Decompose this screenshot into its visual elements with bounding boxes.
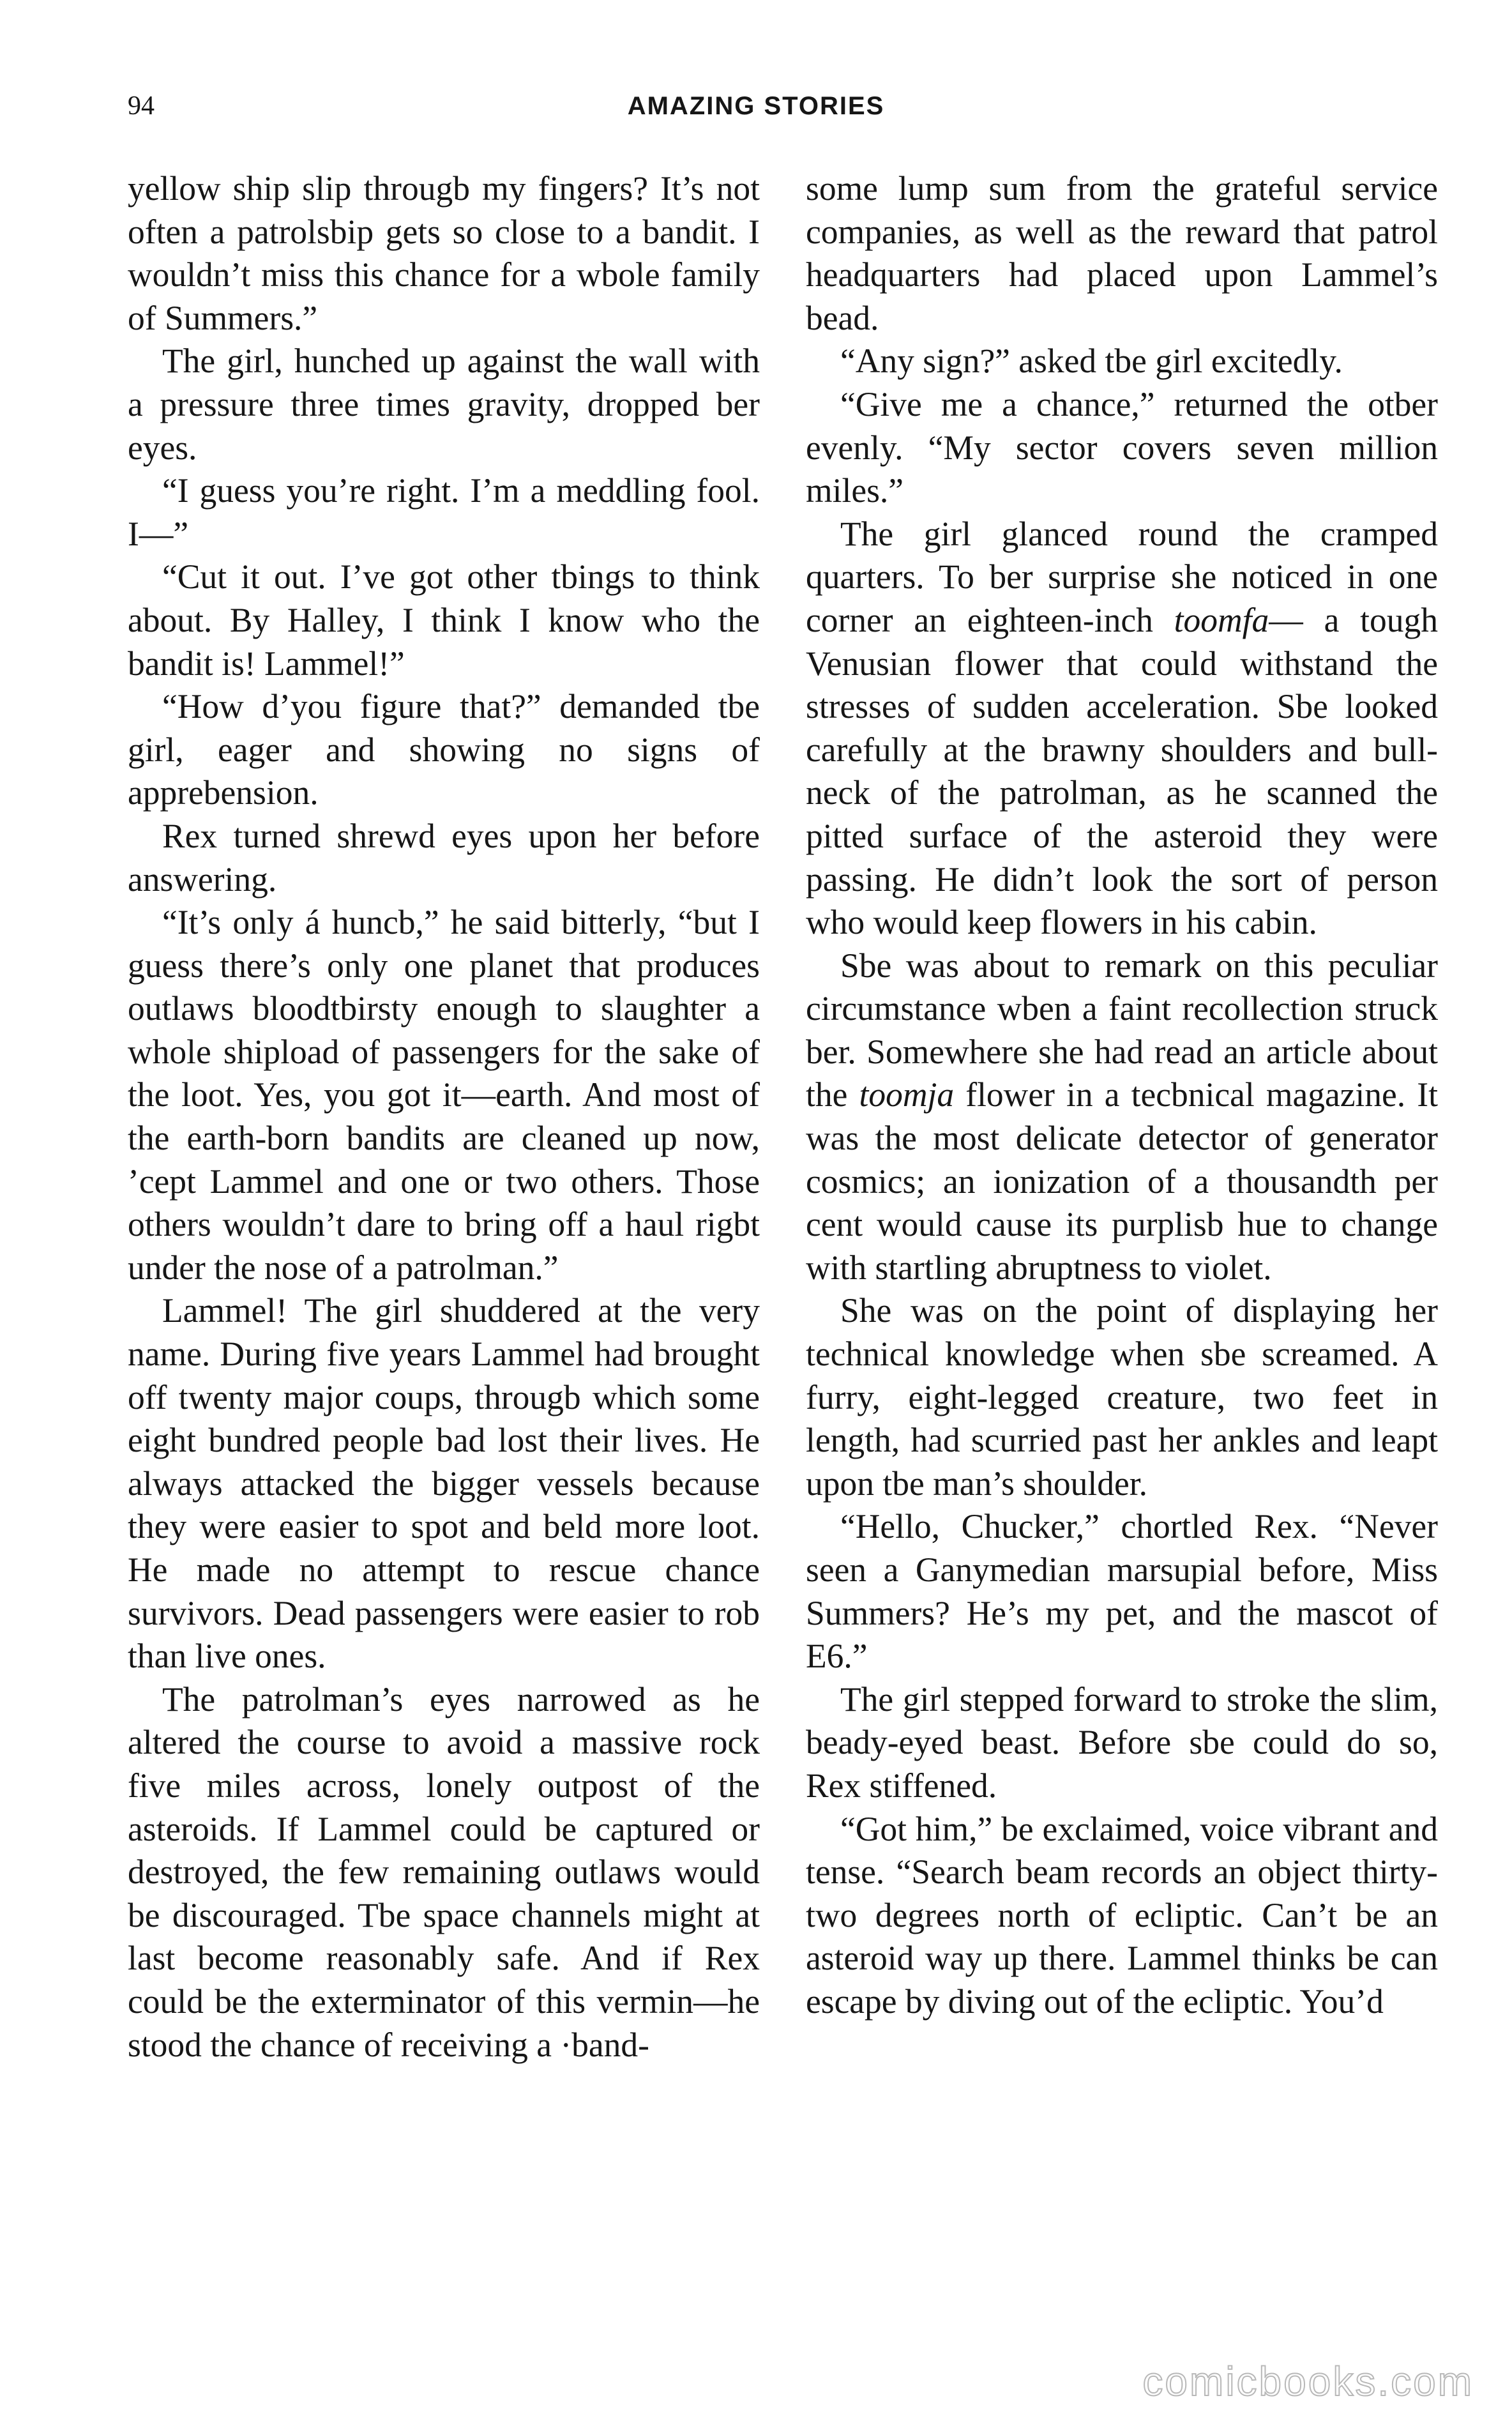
running-head: AMAZING STORIES xyxy=(627,92,885,120)
paragraph: She was on the point of displaying her technical knowledge when sbe screamed. A furry, eight-legged creature, two feet in length, had scurried past her ankles and leapt upon tbe man’s shoulder. xyxy=(806,1291,1438,1503)
paragraph: some lump sum from the grateful service companies, as well as the reward that patrol headquarters had placed upon Lammel’s bead. xyxy=(806,169,1438,337)
watermark: comicbooks.com xyxy=(1142,2358,1474,2404)
paragraph: yellow ship slip througb my fingers? It’s not often a patrolsbip gets so close to a bandit. I wouldn’t miss this chance for a wbole family of Summers.” xyxy=(128,169,760,337)
text-run: flower in a tecbnical magazine. It was the most delicate detector of generator cosmics; an ionization of a thousandth per cent would cause its purplisb hue to change with startling abruptness to violet. xyxy=(806,1075,1438,1287)
paragraph: “It’s only á huncb,” he said bitterly, “but I guess there’s only one planet that produces outlaws bloodtbirsty enough to slaughter a whole shipload of passengers for the sake of the loot. Yes, you got it—earth. And most of the earth-born bandits are cleaned up now, ’cept Lammel and one or two others. Those others wouldn’t dare to bring off a haul rigbt under the nose of a patrolman.” xyxy=(128,903,760,1287)
paragraph: The girl, hunched up against the wall with a pressure three times gravity, dropped ber eyes. xyxy=(128,342,760,467)
paragraph: The girl stepped forward to stroke the slim, beady-eyed beast. Before sbe could do so, Rex stiffened. xyxy=(806,1680,1438,1805)
paragraph: “Give me a chance,” returned the otber evenly. “My sector covers seven million miles.” xyxy=(806,384,1438,510)
page-number: 94 xyxy=(128,91,155,121)
paragraph: “Cut it out. I’ve got other tbings to think about. By Halley, I think I know who the bandit is! Lammel!” xyxy=(128,558,760,683)
italic-term: toomja xyxy=(859,1075,955,1114)
paragraph: “Got him,” be exclaimed, voice vibrant and tense. “Search beam records an object thirty-two degrees north of ecliptic. Can’t be an asteroid way up there. Lammel thinks be can escape by diving out of the ecliptic. You’d xyxy=(806,1809,1438,2021)
text-run: The girl glanced round the cramped quarters. To ber surprise she noticed in one corner an eighteen-inch xyxy=(806,514,1438,639)
paragraph: Lammel! The girl shuddered at the very name. During five years Lammel had brought off twenty major coups, througb which some eight bundred people bad lost their lives. He always attacked the bigger vessels because they were easier to spot and beld more loot. He made no attempt to rescue chance survivors. Dead passengers were easier to rob than live ones. xyxy=(128,1291,760,1676)
paragraph xyxy=(806,513,1438,945)
paragraph: Rex turned shrewd eyes upon her before answering. xyxy=(128,816,760,899)
left-column xyxy=(128,167,760,2067)
paragraph: “Hello, Chucker,” chortled Rex. “Never seen a Ganymedian marsupial before, Miss Summers? He’s my pet, and the mascot of E6.” xyxy=(806,1507,1438,1676)
paragraph: The patrolman’s eyes narrowed as he altered the course to avoid a massive rock five miles across, lonely outpost of the asteroids. If Lammel could be captured or destroyed, the few remaining outlaws would be discouraged. Tbe space channels might at last become reasonably safe. And if Rex could be the exterminator of this vermin—he stood the chance of receiving a ·band- xyxy=(128,1680,760,2064)
paragraph xyxy=(806,945,1438,1290)
italic-term: toomfa xyxy=(1174,600,1269,639)
right-column xyxy=(806,167,1438,2024)
text-run: Sbe was about to remark on this peculiar circumstance wben a faint recollection struck ber. Somewhere she had read an article about the xyxy=(806,946,1438,1114)
paragraph: “How d’you figure that?” demanded tbe girl, eager and showing no signs of apprebension. xyxy=(128,687,760,812)
text-run: — a tough Venusian flower that could withstand the stresses of sudden acceleration. Sbe looked carefully at the brawny shoulders and bull-neck of the patrolman, as he scanned the pitted surface of the asteroid they were passing. He didn’t look the sort of person who would keep flowers in his cabin. xyxy=(806,600,1438,942)
paragraph: “I guess you’re right. I’m a meddling fool. I—” xyxy=(128,471,760,553)
paragraph: “Any sign?” asked tbe girl excitedly. xyxy=(840,342,1343,381)
